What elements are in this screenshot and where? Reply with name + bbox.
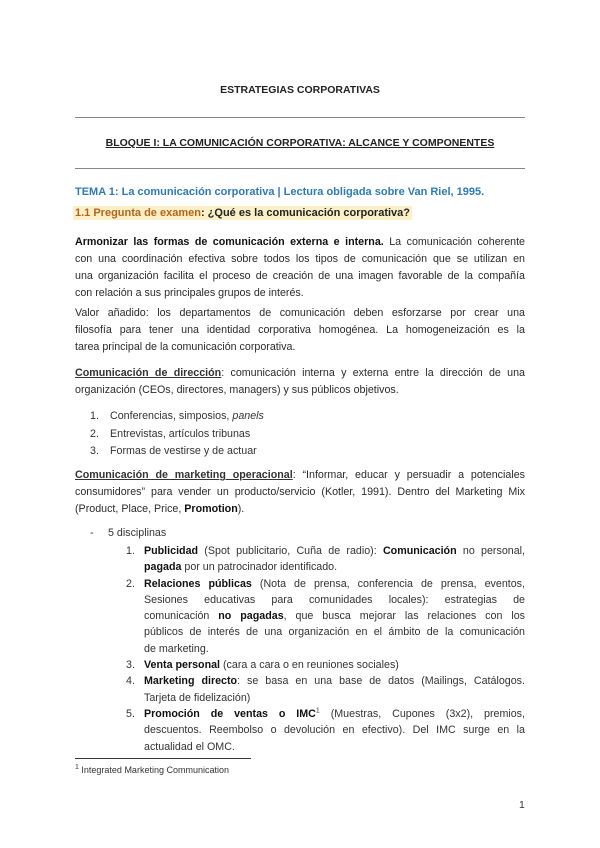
paragraph-direccion [75, 365, 525, 399]
question-label: 1.1 Pregunta de examen [75, 207, 201, 219]
marketing-line2: consumidores” para vender un producto/servicio (Kotler, 1991). Dentro del Marketing Mix [75, 486, 525, 498]
item-italic: panels [232, 410, 264, 422]
footnote-text: Integrated Marketing Communication [78, 765, 229, 775]
para2-line1: Valor añadido: los departamentos de comunicación deben esforzarse por crear una [75, 307, 525, 319]
question-text: : ¿Qué es la comunicación corporativa? [200, 207, 411, 219]
item-text: (cara a cara o en reuniones sociales) [220, 659, 399, 672]
footnote-mark: 1 [75, 764, 79, 771]
paragraph-armonizar [75, 234, 525, 302]
para1-line3: una organización facilita el proceso de creación de una imagen favorable de la compañía [75, 270, 525, 282]
divider-top [75, 117, 525, 118]
item-number: 4. [126, 675, 135, 688]
paragraph-marketing [75, 467, 525, 518]
direccion-line2: organización (CEOs, directores, managers) y sus públicos objetivos. [75, 384, 399, 396]
footnote-ref[interactable]: 1 [315, 707, 320, 715]
item-text: públicos de interés de una organización en el ámbito de la comunicación [144, 626, 525, 639]
item-text: no personal, [456, 545, 525, 557]
disciplines-label: 5 disciplinas [108, 527, 167, 539]
para1-line2: con una coordinación efectiva sobre todos los tipos de comunicación que se utilizan en [75, 253, 525, 265]
item-text: Formas de vestirse y de actuar [110, 445, 257, 457]
list-item [126, 543, 525, 576]
dash-mark: - [90, 527, 94, 539]
item-number: 2. [126, 577, 135, 590]
list-item [90, 408, 264, 426]
list-item [126, 576, 525, 657]
armonizar-bold: Armonizar las formas de comunicación externa e interna. [75, 236, 384, 248]
divider-bottom [75, 168, 525, 169]
list-item [126, 706, 525, 755]
disciplines-bullet [90, 527, 166, 539]
item-text: descuentos. Reembolso o devolución en efectivo). Del IMC surge en la [144, 724, 525, 737]
item-number: 5. [126, 707, 135, 720]
footnote-rule [75, 758, 251, 759]
item-text: comunicación [144, 610, 219, 623]
page-number: 1 [519, 799, 525, 811]
item-text: Sesiones educativas para comunidades locales): estrategias de [144, 593, 525, 606]
direccion-list [90, 408, 264, 461]
item-number: 2. [90, 427, 99, 440]
marketing-line1: : “Informar, educar y persuadir a potenciales [292, 469, 525, 481]
item-bold: Promoción de ventas o IMC [144, 707, 316, 720]
marketing-heading: Comunicación de marketing operacional [75, 469, 293, 481]
item-text: (Spot publicitario, Cuña de radio): [198, 545, 383, 557]
para2-line2: filosofía para tener una identidad corporativa homogénea. La homogeneización es la [75, 324, 525, 336]
marketing-line3-pre: (Product, Place, Price, [75, 503, 185, 515]
exam-question [73, 207, 412, 219]
paragraph-valor [75, 305, 525, 356]
item-number: 3. [90, 445, 99, 457]
item-text: : se basa en una base de datos (Mailings, Catálogos. [237, 675, 525, 688]
direccion-heading: Comunicación de dirección [75, 367, 222, 379]
item-number: 1. [126, 545, 135, 557]
disciplines-list [126, 543, 525, 755]
document-title: ESTRATEGIAS CORPORATIVAS [220, 84, 380, 96]
para2-line3: tarea principal de la comunicación corporativa. [75, 341, 296, 353]
item-bold: no pagadas [218, 610, 284, 623]
list-item [126, 673, 525, 706]
item-bold: pagada [144, 561, 182, 574]
question-highlight [73, 206, 412, 220]
footnote [75, 765, 229, 775]
list-item [90, 443, 264, 461]
tema-heading: TEMA 1: La comunicación corporativa | Lectura obligada sobre Van Riel, 1995. [75, 186, 485, 198]
item-text: Tarjeta de fidelización) [144, 691, 251, 704]
item-text: de marketing. [144, 642, 209, 655]
item-bold: Marketing directo [144, 675, 238, 688]
marketing-line3-post: ). [237, 503, 245, 515]
item-bold: Venta personal [144, 659, 221, 672]
item-text: Conferencias, simposios, [110, 410, 233, 422]
item-text: Entrevistas, artículos tribunas [110, 427, 251, 440]
promotion-bold: Promotion [184, 503, 238, 515]
item-number: 1. [90, 410, 99, 422]
item-text: (Muestras, Cupones (3x2), premios, [319, 707, 525, 720]
list-item [126, 657, 525, 673]
item-number: 3. [126, 659, 135, 672]
item-bold: Relaciones públicas [144, 577, 252, 590]
direccion-line1: : comunicación interna y externa entre la dirección de una [221, 367, 525, 379]
list-item [90, 426, 264, 444]
item-bold: Publicidad [144, 545, 199, 557]
block-title: BLOQUE I: LA COMUNICACIÓN CORPORATIVA: ALCANCE Y COMPONENTES [105, 137, 495, 149]
item-bold: Comunicación [382, 545, 457, 557]
para1-line1: La comunicación coherente [383, 236, 525, 248]
item-text: (Nota de prensa, conferencia de prensa, eventos, [251, 577, 525, 590]
item-text: por un patrocinador identificado. [181, 561, 338, 574]
para1-line4: con relación a sus principales grupos de interés. [75, 287, 304, 299]
item-text: , que busca mejorar las relaciones con los [283, 610, 525, 623]
item-text: actualidad el OMC. [144, 740, 235, 753]
